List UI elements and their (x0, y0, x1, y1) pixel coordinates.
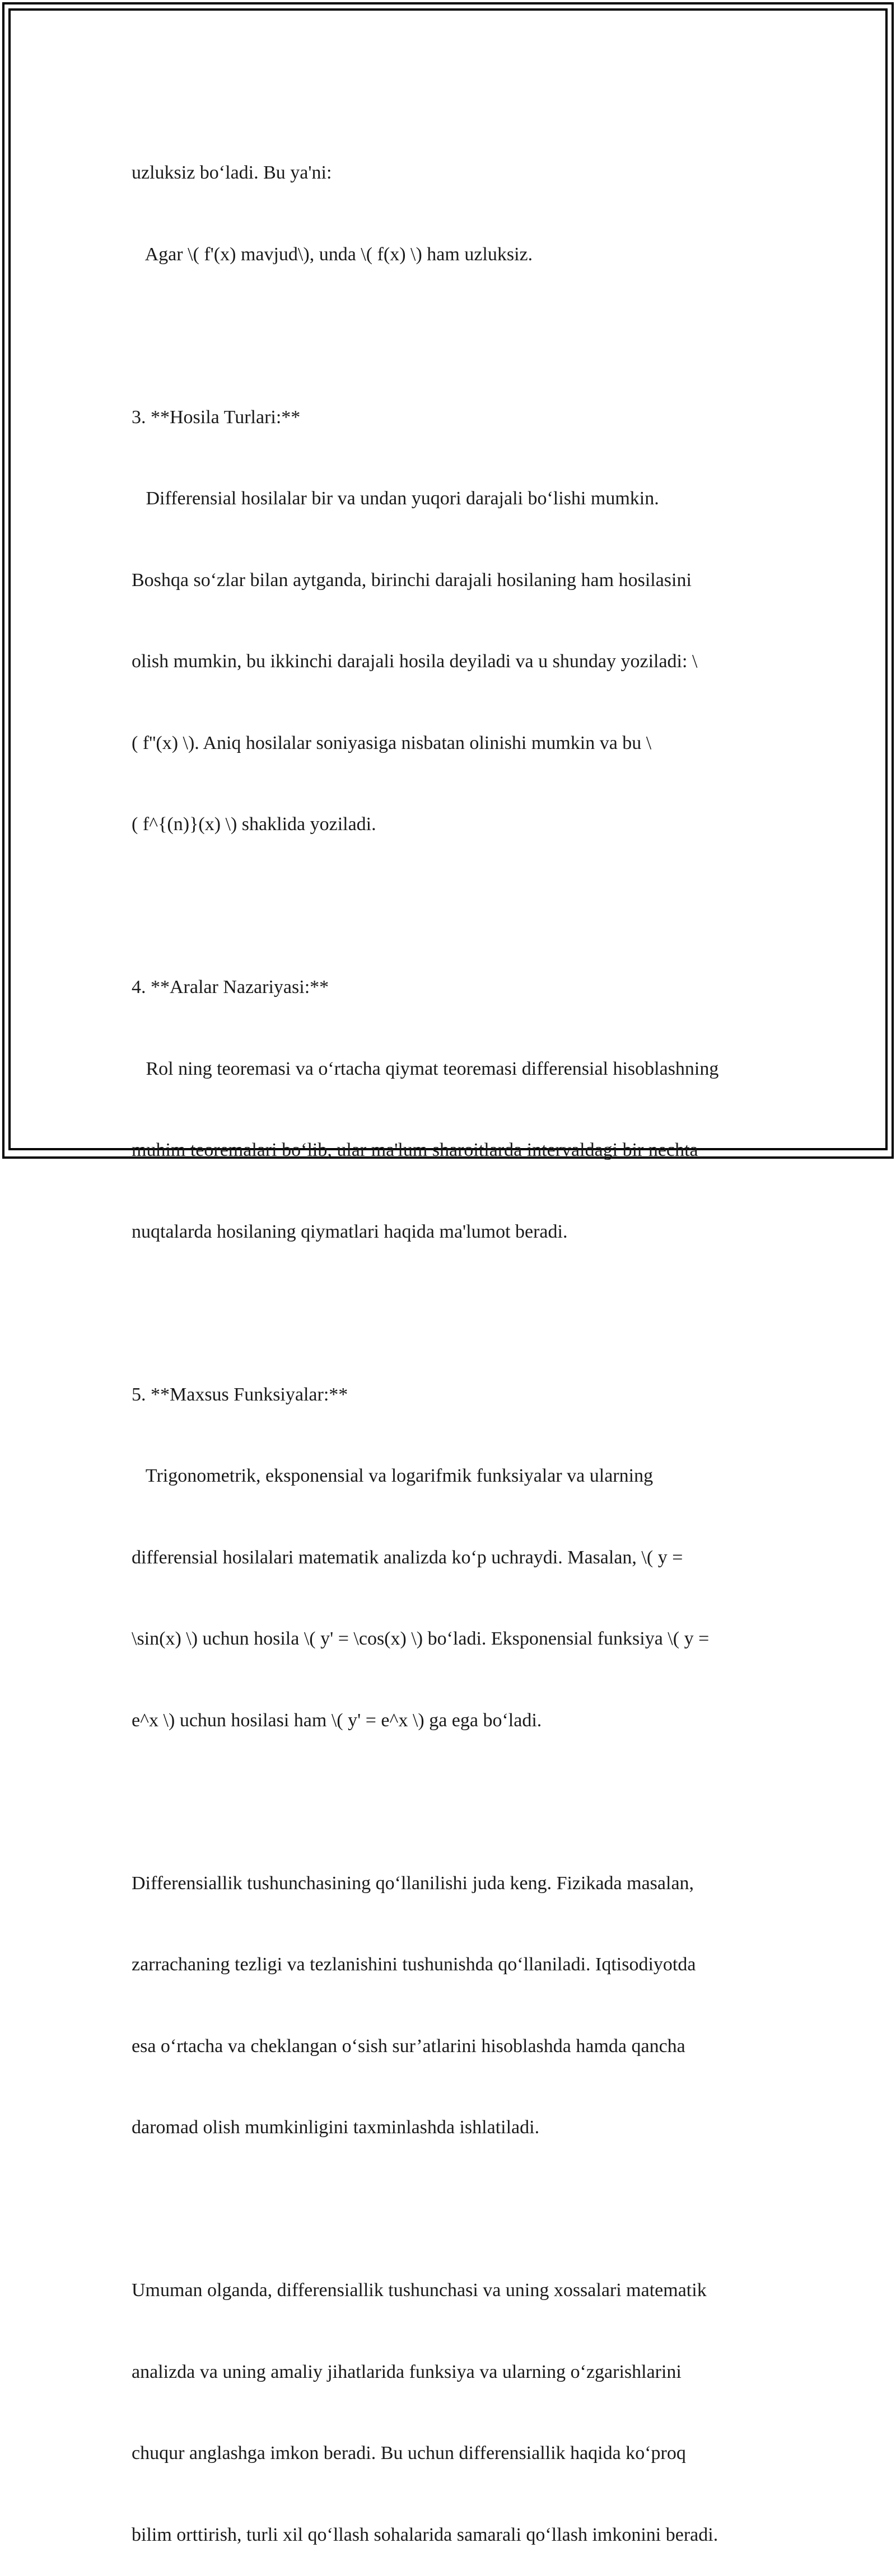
text-line: Differensial hosilalar bir va undan yuqori darajali bo‘lishi mumkin. (132, 488, 659, 509)
text-line: e^x \) uchun hosilasi ham \( y' = e^x \) ga ega bo‘ladi. (132, 1709, 542, 1731)
text-line: differensial hosilalari matematik analizda ko‘p uchraydi. Masalan, \( y = (132, 1547, 683, 1568)
text-line: Umuman olganda, differensiallik tushunchasi va uning xossalari matematik (132, 2280, 707, 2301)
text-line: olish mumkin, bu ikkinchi darajali hosila deyiladi va u shunday yoziladi: \ (132, 651, 698, 672)
text-line: \sin(x) \) uchun hosila \( y' = \cos(x) \) bo‘ladi. Eksponensial funksiya \( y = (132, 1628, 710, 1649)
text-line: bilim orttirish, turli xil qo‘llash sohalarida samarali qo‘llash imkonini beradi. (132, 2524, 718, 2545)
blank-line (132, 2196, 792, 2223)
text-line: ( f''(x) \). Aniq hosilalar soniyasiga nisbatan olinishi mumkin va bu \ (132, 732, 652, 753)
document-body (132, 105, 792, 2576)
text-line: esa o‘rtacha va cheklangan o‘sish sur’atlarini hisoblashda hamda qancha (132, 2035, 685, 2057)
text-line: daromad olish mumkinligini taxminlashda ishlatiladi. (132, 2117, 540, 2138)
section-heading: 3. **Hosila Turlari:** (132, 406, 301, 428)
blank-line (132, 322, 792, 350)
text-line: zarrachaning tezligi va tezlanishini tushunishda qo‘llaniladi. Iqtisodiyotda (132, 1954, 696, 1975)
section-heading: 5. **Maxsus Funksiyalar:** (132, 1384, 348, 1405)
text-line: ( f^{(n)}(x) \) shaklida yoziladi. (132, 814, 376, 835)
text-line: Rol ning teoremasi va o‘rtacha qiymat teoremasi differensial hisoblashning (132, 1058, 719, 1079)
text-line: analizda va uning amaliy jihatlarida funksiya va ularning o‘zgarishlarini (132, 2361, 682, 2382)
text-line: Trigonometrik, eksponensial va logarifmik funksiyalar va ularning (132, 1465, 654, 1486)
text-line: chuqur anglashga imkon beradi. Bu uchun differensiallik haqida ko‘proq (132, 2443, 686, 2463)
text-line: Boshqa so‘zlar bilan aytganda, birinchi darajali hosilaning ham hosilasini (132, 569, 692, 591)
section-heading: 4. **Aralar Nazariyasi:** (132, 977, 329, 997)
text-line: nuqtalarda hosilaning qiymatlari haqida ma'lumot beradi. (132, 1221, 568, 1242)
blank-line (132, 1300, 792, 1327)
text-line: uzluksiz bo‘ladi. Bu ya'ni: (132, 162, 332, 183)
blank-line (132, 1788, 792, 1816)
blank-line (132, 893, 792, 920)
text-line: Differensiallik tushunchasining qo‘llanilishi juda keng. Fizikada masalan, (132, 1872, 694, 1894)
text-line: muhim teoremalari bo‘lib, ular ma'lum sharoitlarda intervaldagi bir nechta (132, 1140, 698, 1160)
text-line: Agar \( f'(x) mavjud\), unda \( f(x) \) ham uzluksiz. (132, 243, 533, 265)
